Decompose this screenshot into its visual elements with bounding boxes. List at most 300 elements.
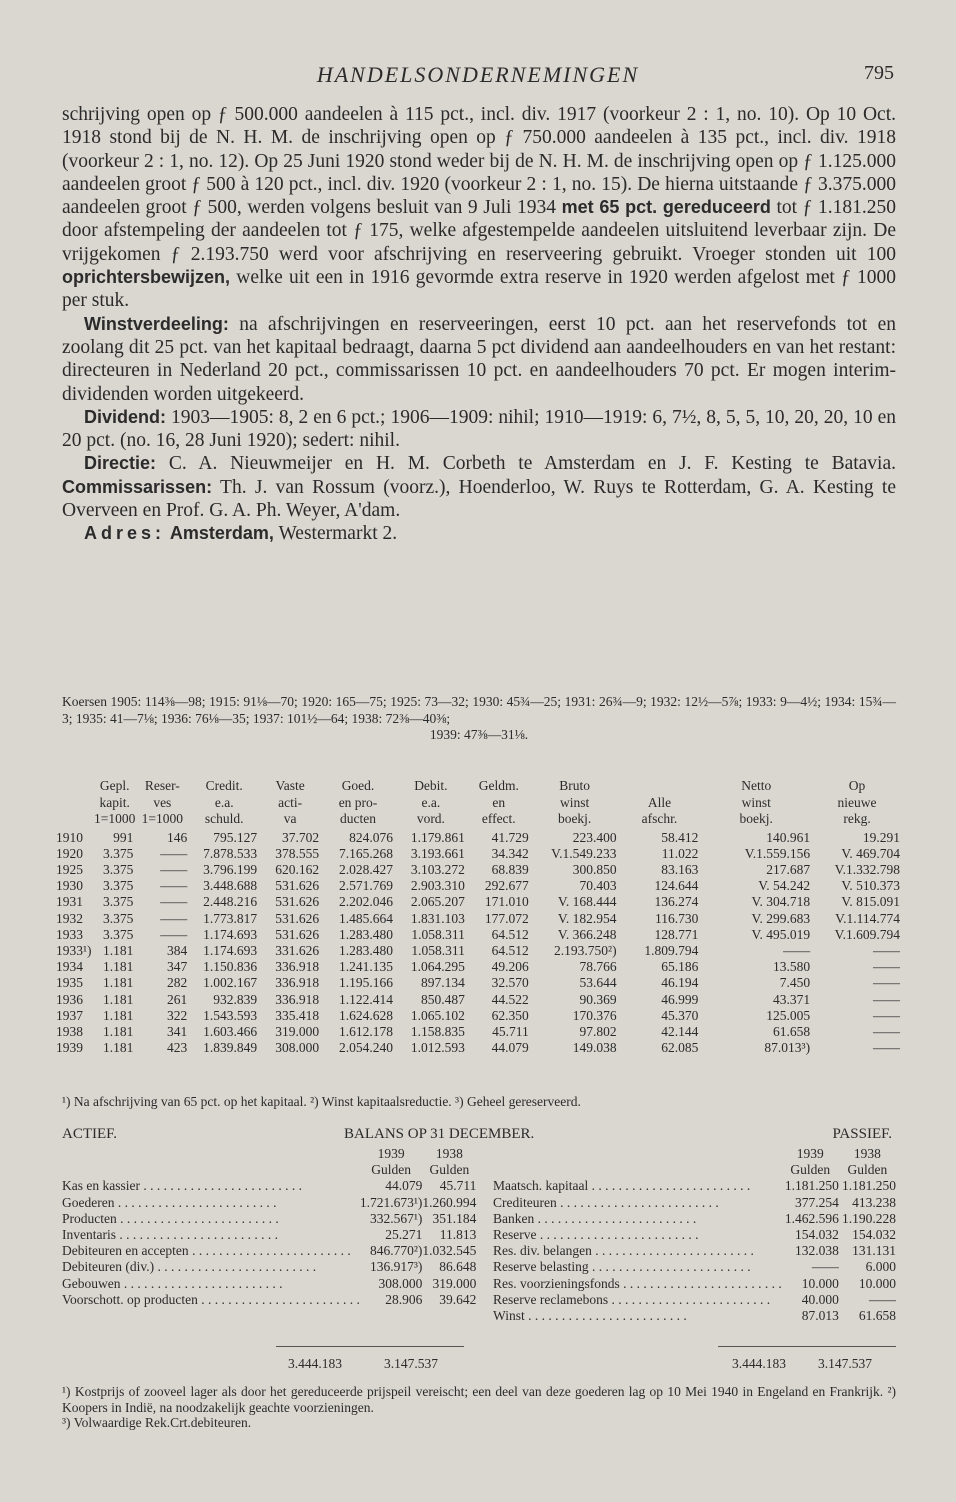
history-header-line: schuld. bbox=[204, 811, 244, 826]
paragraph-shares bbox=[62, 103, 896, 313]
history-cell: 3.193.661 bbox=[410, 845, 465, 861]
history-cell: 3.796.199 bbox=[203, 861, 258, 877]
dot-leader: . . . . . . . . . . . . . . . . . . . . . . . . bbox=[114, 1194, 277, 1210]
history-cell: 531.626 bbox=[275, 910, 320, 926]
history-cell: 3.375 bbox=[102, 910, 134, 926]
actief-row bbox=[62, 1195, 476, 1211]
passief-value-v1938: 61.658 bbox=[858, 1308, 896, 1324]
history-cell: 146 bbox=[167, 829, 188, 845]
history-cell: 43.371 bbox=[772, 991, 811, 1007]
history-header-line: kapit. bbox=[99, 794, 130, 810]
history-header-line: Debit. bbox=[414, 778, 448, 793]
history-cell: 531.626 bbox=[275, 926, 320, 942]
history-cell: V. 182.954 bbox=[557, 910, 617, 926]
passief-value-v1938: 413.238 bbox=[852, 1194, 896, 1210]
history-cell: 308.000 bbox=[275, 1040, 320, 1056]
actief-total-1939: 3.444.183 bbox=[288, 1356, 342, 1371]
history-cell: 1.283.480 bbox=[338, 942, 393, 958]
history-cell: 46.999 bbox=[661, 991, 699, 1007]
history-year: 1939 bbox=[56, 1040, 83, 1056]
actief-label bbox=[62, 1227, 360, 1243]
actief-table bbox=[62, 1146, 476, 1308]
history-cell: 44.079 bbox=[491, 1040, 529, 1056]
history-cell: 65.186 bbox=[661, 959, 699, 975]
actief-label-text: Debiteuren en accepten bbox=[62, 1243, 189, 1259]
history-cell: 3.103.272 bbox=[410, 861, 465, 877]
passief-value-v1939: 132.038 bbox=[794, 1243, 839, 1259]
history-cell: 62.350 bbox=[491, 1007, 529, 1023]
share-prices-last: 1939: 47⅜—31⅛. bbox=[429, 727, 529, 742]
history-year: 1931 bbox=[56, 894, 83, 910]
history-cell: 824.076 bbox=[349, 829, 393, 845]
history-cell: 64.512 bbox=[491, 942, 529, 958]
history-cell: V. 304.718 bbox=[751, 894, 811, 910]
passief-total-rule bbox=[718, 1346, 896, 1347]
actief-label bbox=[62, 1195, 360, 1211]
actief-row bbox=[62, 1292, 476, 1308]
adres-city: Amsterdam, bbox=[169, 523, 274, 544]
history-cell: 32.570 bbox=[491, 975, 529, 991]
history-header-cell bbox=[321, 778, 395, 830]
history-cell: —— bbox=[160, 878, 188, 894]
dividend-label: Dividend: bbox=[84, 406, 167, 427]
passief-title: PASSIEF. bbox=[832, 1126, 892, 1142]
history-cell: 1.773.817 bbox=[203, 910, 258, 926]
history-header-line: Op bbox=[848, 778, 866, 793]
passief-unit-row bbox=[493, 1162, 896, 1178]
history-cell: 2.028.427 bbox=[338, 861, 393, 877]
directie-label: Directie: bbox=[84, 453, 157, 474]
history-cell: 336.918 bbox=[275, 959, 320, 975]
passief-label bbox=[493, 1211, 782, 1227]
history-header-cell bbox=[619, 778, 701, 830]
passief-value-v1939: —— bbox=[811, 1259, 839, 1275]
history-cell: V. 510.373 bbox=[841, 878, 900, 894]
history-row bbox=[56, 992, 902, 1008]
history-cell: 336.918 bbox=[275, 975, 320, 991]
dividend-text: 1903—1905: 8, 2 en 6 pct.; 1906—1909: nihil; 1910—1919: 6, 7½, 8, 5, 5, 10, 20, 20, 10 en 20 pct. (no. 16, 28 Juni 1920); sedert: nihil. bbox=[62, 406, 896, 452]
history-cell: 378.555 bbox=[275, 845, 320, 861]
history-cell: V. 366.248 bbox=[557, 926, 617, 942]
history-cell: 282 bbox=[167, 975, 188, 991]
history-cell: —— bbox=[873, 1040, 900, 1056]
passief-label-text: Banken bbox=[493, 1210, 535, 1226]
history-cell: 1.174.693 bbox=[203, 926, 258, 942]
history-cell: 1.195.166 bbox=[338, 975, 393, 991]
history-cell: 7.878.533 bbox=[203, 845, 258, 861]
history-cell: V. 469.704 bbox=[841, 845, 900, 861]
balance-note-1: ¹) Kostprijs of zooveel lager als door het gereduceerde prijspeil vereischt; een deel van deze goederen lag op 10 Mei 1940 in Engeland en Frankrijk. ²) Koopers in Indië, na noodzakelijk geachte voorzieningen. bbox=[62, 1384, 896, 1415]
history-cell: 300.850 bbox=[572, 861, 617, 877]
dot-leader: . . . . . . . . . . . . . . . . . . . . . . . . bbox=[536, 1227, 699, 1243]
history-cell: 531.626 bbox=[275, 894, 320, 910]
history-cell: —— bbox=[873, 991, 900, 1007]
passief-value-v1939: 40.000 bbox=[801, 1291, 839, 1307]
passief-year-1939: 1939 bbox=[796, 1146, 824, 1161]
passief-value-v1938: 154.032 bbox=[852, 1227, 896, 1243]
actief-label-text: Kas en kassier bbox=[62, 1178, 140, 1194]
dot-leader: . . . . . . . . . . . . . . . . . . . . . . . . bbox=[188, 1243, 351, 1259]
history-header-line: Credit. bbox=[205, 778, 243, 793]
actief-value-v1939: 1.721.673¹) bbox=[359, 1194, 423, 1210]
actief-value-v1938: 1.260.994 bbox=[422, 1194, 477, 1210]
passief-value-v1939: 377.254 bbox=[794, 1194, 839, 1210]
passief-value-v1939: 87.013 bbox=[801, 1308, 839, 1324]
history-header-cell bbox=[395, 778, 467, 830]
history-header-line: boekj. bbox=[739, 811, 773, 826]
actief-value-v1939: 28.906 bbox=[385, 1291, 423, 1307]
passief-value-v1938: 6.000 bbox=[865, 1259, 896, 1275]
passief-label-text: Reserve reclamebons bbox=[493, 1291, 609, 1307]
passief-row bbox=[493, 1308, 896, 1324]
share-prices-text: Koersen 1905: 114⅜—98; 1915: 91⅛—70; 1920: 165—75; 1925: 73—32; 1930: 45¾—25; 1931: 26¾—9; 1932: 12½—5⅞; 1933: 9—4½; 1934: 15¾—3; 1935: 41—7⅛; 1936: 76⅛—35; 1937: 101½—64; 1938: 72⅜—40⅜; bbox=[62, 694, 896, 726]
history-cell: 217.687 bbox=[766, 861, 811, 877]
passief-unit-1938: Gulden bbox=[847, 1162, 888, 1178]
history-header-line: winst bbox=[560, 794, 590, 810]
history-cell: 1.283.480 bbox=[338, 926, 393, 942]
actief-unit-row bbox=[62, 1162, 476, 1178]
history-cell: —— bbox=[160, 861, 188, 877]
history-cell: 1.012.593 bbox=[410, 1040, 465, 1056]
history-cell: 3.375 bbox=[102, 894, 134, 910]
history-header-line: 1=1000 bbox=[93, 811, 136, 826]
passief-row bbox=[493, 1292, 896, 1308]
history-cell: 83.163 bbox=[661, 861, 699, 877]
history-cell: 2.571.769 bbox=[338, 878, 393, 894]
commissarissen-text: Th. J. van Rossum (voorz.), Hoenderloo, W. Ruys te Rotterdam, G. A. Kesting te Overveen en Prof. G. A. Ph. Weyer, A'dam. bbox=[62, 476, 896, 522]
directie-text: C. A. Nieuwmeijer en H. M. Corbeth te Amsterdam en J. F. Kesting te Batavia. bbox=[168, 453, 897, 475]
history-header-line: Goed. bbox=[341, 778, 375, 793]
history-cell: 3.448.688 bbox=[203, 878, 258, 894]
history-cell: 41.729 bbox=[491, 829, 529, 845]
history-cell: 1.181 bbox=[102, 959, 134, 975]
actief-label-text: Voorschott. op producten bbox=[62, 1291, 198, 1307]
history-footnote: ¹) Na afschrijving van 65 pct. op het kapitaal. ²) Winst kapitaalsreductie. ³) Geheel gereserveerd. bbox=[62, 1094, 581, 1109]
adres-label: Adres: bbox=[84, 523, 166, 544]
winst-label: Winstverdeeling: bbox=[84, 313, 229, 334]
history-row bbox=[56, 943, 902, 959]
history-header-cell bbox=[135, 778, 189, 830]
history-header-cell bbox=[189, 778, 259, 830]
history-cell: 170.376 bbox=[572, 1007, 617, 1023]
history-cell: 11.022 bbox=[661, 845, 699, 861]
history-cell: 177.072 bbox=[484, 910, 529, 926]
adres-text: Westermarkt 2. bbox=[278, 523, 398, 545]
history-cell: 125.005 bbox=[766, 1007, 811, 1023]
history-cell: 850.487 bbox=[420, 991, 465, 1007]
history-cell: —— bbox=[160, 910, 188, 926]
paragraph-adres bbox=[62, 522, 896, 545]
history-cell: 1.150.836 bbox=[203, 959, 258, 975]
history-cell: —— bbox=[160, 926, 188, 942]
history-cell: 341 bbox=[167, 1023, 188, 1039]
paragraph-winstverdeeling bbox=[62, 313, 896, 406]
passief-value-v1938: 10.000 bbox=[858, 1275, 896, 1291]
actief-label-text: Debiteuren (div.) bbox=[62, 1259, 155, 1275]
passief-row bbox=[493, 1211, 896, 1227]
history-cell: 292.677 bbox=[484, 878, 529, 894]
history-header-line: nieuwe bbox=[837, 794, 877, 810]
passief-label bbox=[493, 1259, 782, 1275]
passief-label-text: Res. div. belangen bbox=[493, 1243, 592, 1259]
passief-row bbox=[493, 1276, 896, 1292]
history-cell: V.1.559.156 bbox=[744, 845, 811, 861]
actief-unit-1939: Gulden bbox=[371, 1162, 411, 1178]
dot-leader: . . . . . . . . . . . . . . . . . . . . . . . . bbox=[116, 1210, 279, 1226]
history-row bbox=[56, 959, 902, 975]
history-cell: 62.085 bbox=[661, 1040, 699, 1056]
actief-total-rule bbox=[276, 1346, 464, 1347]
dot-leader: . . . . . . . . . . . . . . . . . . . . . . . . bbox=[588, 1178, 751, 1194]
history-row bbox=[56, 975, 902, 991]
founders-emphasis: oprichtersbewijzen, bbox=[62, 267, 231, 288]
history-row bbox=[56, 1040, 902, 1056]
history-cell: V. 168.444 bbox=[557, 894, 617, 910]
actief-year-row bbox=[62, 1146, 476, 1162]
passief-label bbox=[493, 1178, 782, 1194]
history-header-line: Reser- bbox=[144, 778, 180, 793]
history-cell: 2.193.750²) bbox=[554, 942, 617, 958]
balance-header bbox=[62, 1126, 896, 1146]
history-cell: 1.174.693 bbox=[203, 942, 258, 958]
history-cell: 1.809.794 bbox=[644, 942, 699, 958]
actief-label bbox=[62, 1243, 360, 1259]
history-year: 1935 bbox=[56, 975, 83, 991]
history-cell: 897.134 bbox=[420, 975, 465, 991]
actief-value-v1938: 319.000 bbox=[432, 1275, 477, 1291]
history-cell: 70.403 bbox=[579, 878, 617, 894]
actief-value-v1939: 308.000 bbox=[378, 1275, 423, 1291]
page-number: 795 bbox=[864, 62, 894, 84]
history-year: 1910 bbox=[56, 829, 83, 845]
passief-value-v1938: 131.131 bbox=[852, 1243, 896, 1259]
history-cell: 34.342 bbox=[491, 845, 529, 861]
actief-unit-1938: Gulden bbox=[429, 1162, 470, 1178]
history-cell: 90.369 bbox=[579, 991, 617, 1007]
dot-leader: . . . . . . . . . . . . . . . . . . . . . . . . bbox=[524, 1308, 687, 1324]
history-cell: 3.375 bbox=[102, 926, 134, 942]
history-cell: 1.612.178 bbox=[338, 1023, 393, 1039]
history-header-line: 1=1000 bbox=[141, 811, 183, 826]
actief-label-text: Inventaris bbox=[62, 1227, 116, 1243]
history-header-line: afschr. bbox=[641, 811, 678, 826]
history-cell: 620.162 bbox=[275, 861, 320, 877]
history-cell: 1.181 bbox=[102, 991, 134, 1007]
history-header-line: vord. bbox=[416, 811, 445, 826]
history-year: 1934 bbox=[56, 959, 83, 975]
history-cell: 3.375 bbox=[102, 861, 134, 877]
history-header-line: Vaste bbox=[275, 778, 305, 793]
history-cell: V. 495.019 bbox=[751, 926, 811, 942]
history-header-line: e.a. bbox=[421, 794, 441, 810]
actief-value-v1938: 45.711 bbox=[439, 1178, 477, 1194]
actief-year-1938: 1938 bbox=[435, 1146, 463, 1161]
passief-row bbox=[493, 1178, 896, 1194]
dot-leader: . . . . . . . . . . . . . . . . . . . . . . . . bbox=[197, 1291, 360, 1307]
history-year: 1933 bbox=[56, 926, 83, 942]
actief-label-text: Gebouwen bbox=[62, 1275, 121, 1291]
history-header-line: rekg. bbox=[843, 811, 871, 826]
history-year: 1925 bbox=[56, 861, 83, 877]
history-header-line: Alle bbox=[647, 794, 672, 810]
history-row bbox=[56, 927, 902, 943]
actief-row bbox=[62, 1276, 476, 1292]
history-header-line: acti- bbox=[278, 794, 303, 810]
running-head bbox=[62, 62, 894, 94]
history-cell: 49.206 bbox=[491, 959, 529, 975]
actief-value-v1939: 136.917³) bbox=[369, 1259, 423, 1275]
history-cell: 1.065.102 bbox=[410, 1007, 465, 1023]
history-cell: —— bbox=[873, 942, 900, 958]
history-header-cell bbox=[700, 778, 812, 830]
history-header-cell bbox=[56, 778, 94, 830]
history-cell: 1.158.835 bbox=[410, 1023, 465, 1039]
history-header-line: Geldm. bbox=[478, 778, 519, 793]
passief-total-1938: 3.147.537 bbox=[818, 1356, 872, 1371]
history-table bbox=[56, 778, 902, 1056]
history-cell: 37.702 bbox=[281, 829, 320, 845]
actief-row bbox=[62, 1178, 476, 1194]
history-cell: 1.058.311 bbox=[411, 926, 465, 942]
history-cell: V. 299.683 bbox=[751, 910, 811, 926]
history-cell: 423 bbox=[167, 1040, 188, 1056]
passief-year-row bbox=[493, 1146, 896, 1162]
history-cell: 116.730 bbox=[655, 910, 699, 926]
passief-label-text: Maatsch. kapitaal bbox=[493, 1178, 589, 1194]
passief-value-v1939: 10.000 bbox=[801, 1275, 839, 1291]
history-cell: 1.181 bbox=[102, 1040, 134, 1056]
dot-leader: . . . . . . . . . . . . . . . . . . . . . . . . bbox=[556, 1194, 719, 1210]
history-cell: 46.194 bbox=[661, 975, 699, 991]
history-header-line: e.a. bbox=[214, 794, 234, 810]
history-row bbox=[56, 862, 902, 878]
history-cell: 2.903.310 bbox=[410, 878, 465, 894]
history-year: 1930 bbox=[56, 878, 83, 894]
history-cell: —— bbox=[873, 1023, 900, 1039]
history-cell: 128.771 bbox=[654, 926, 699, 942]
passief-label bbox=[493, 1227, 782, 1243]
history-cell: V. 54.242 bbox=[758, 878, 811, 894]
history-cell: 1.181 bbox=[102, 975, 134, 991]
history-cell: 136.274 bbox=[654, 894, 699, 910]
paragraph-directie bbox=[62, 452, 896, 522]
actief-row bbox=[62, 1211, 476, 1227]
passief-year-1938: 1938 bbox=[853, 1146, 881, 1161]
history-cell: 2.054.240 bbox=[338, 1040, 393, 1056]
history-cell: 1.543.593 bbox=[203, 1007, 258, 1023]
actief-label bbox=[62, 1276, 360, 1292]
history-cell: 322 bbox=[167, 1007, 188, 1023]
share-prices bbox=[62, 694, 896, 744]
history-header-line: va bbox=[283, 811, 297, 826]
history-cell: 1.181 bbox=[102, 1023, 134, 1039]
history-cell: 1.485.664 bbox=[338, 910, 393, 926]
actief-label-text: Producten bbox=[62, 1210, 117, 1226]
history-cell: 336.918 bbox=[275, 991, 320, 1007]
history-header-line: Bruto bbox=[559, 778, 591, 793]
history-cell: 384 bbox=[167, 942, 188, 958]
passief-row bbox=[493, 1243, 896, 1259]
history-cell: 1.831.103 bbox=[410, 910, 465, 926]
history-year: 1938 bbox=[56, 1023, 83, 1039]
passief-total-1939: 3.444.183 bbox=[732, 1356, 786, 1371]
passief-value-v1938: 1.181.250 bbox=[842, 1178, 896, 1194]
history-cell: 61.658 bbox=[772, 1023, 811, 1039]
reduction-emphasis: met 65 pct. gereduceerd bbox=[561, 197, 771, 218]
passief-label bbox=[493, 1243, 782, 1259]
history-cell: 149.038 bbox=[572, 1040, 617, 1056]
history-cell: 97.802 bbox=[579, 1023, 617, 1039]
history-cell: 7.165.268 bbox=[338, 845, 393, 861]
history-year: 1920 bbox=[56, 845, 83, 861]
history-cell: 1.179.861 bbox=[410, 829, 465, 845]
dot-leader: . . . . . . . . . . . . . . . . . . . . . . . . bbox=[591, 1243, 754, 1259]
history-cell: 347 bbox=[167, 959, 188, 975]
history-cell: 932.839 bbox=[213, 991, 258, 1007]
history-cell: —— bbox=[873, 975, 900, 991]
dot-leader: . . . . . . . . . . . . . . . . . . . . . . . . bbox=[154, 1259, 317, 1275]
history-header-cell bbox=[467, 778, 531, 830]
history-header-line: en pro- bbox=[338, 794, 378, 810]
history-cell: 1.603.466 bbox=[203, 1023, 258, 1039]
passief-label bbox=[493, 1292, 782, 1308]
history-cell: 68.839 bbox=[491, 861, 529, 877]
history-header-line: boekj. bbox=[557, 811, 592, 826]
history-year: 1932 bbox=[56, 910, 83, 926]
section-title: HANDELSONDERNEMINGEN bbox=[316, 62, 640, 87]
actief-value-v1938: 39.642 bbox=[439, 1291, 477, 1307]
passief-label bbox=[493, 1195, 782, 1211]
history-cell: 2.448.216 bbox=[203, 894, 258, 910]
history-cell: 45.370 bbox=[661, 1007, 699, 1023]
actief-value-v1938: 1.032.545 bbox=[422, 1243, 477, 1259]
history-cell: 1.181 bbox=[102, 942, 134, 958]
history-cell: 261 bbox=[167, 991, 188, 1007]
actief-value-v1939: 25.271 bbox=[385, 1227, 423, 1243]
history-header-cell bbox=[531, 778, 619, 830]
passief-value-v1939: 1.462.596 bbox=[784, 1210, 839, 1226]
history-header-row bbox=[56, 778, 902, 830]
history-row bbox=[56, 911, 902, 927]
history-cell: 53.644 bbox=[579, 975, 617, 991]
history-cell: V.1.332.798 bbox=[834, 861, 900, 877]
actief-label bbox=[62, 1211, 360, 1227]
history-cell: V.1.549.233 bbox=[551, 845, 617, 861]
dot-leader: . . . . . . . . . . . . . . . . . . . . . . . . bbox=[619, 1275, 782, 1291]
history-year: 1933¹) bbox=[56, 942, 92, 958]
history-cell: 87.013³) bbox=[764, 1040, 811, 1056]
history-row bbox=[56, 830, 902, 846]
balance-title: BALANS OP 31 DECEMBER. bbox=[344, 1126, 535, 1142]
actief-label bbox=[62, 1178, 360, 1194]
dot-leader: . . . . . . . . . . . . . . . . . . . . . . . . bbox=[588, 1259, 751, 1275]
actief-value-v1939: 846.770²) bbox=[369, 1243, 423, 1259]
history-cell: 3.375 bbox=[102, 845, 134, 861]
history-cell: 44.522 bbox=[491, 991, 529, 1007]
history-cell: 140.961 bbox=[766, 829, 811, 845]
history-cell: 2.202.046 bbox=[338, 894, 393, 910]
history-cell: 1.624.628 bbox=[338, 1007, 393, 1023]
history-header-line: effect. bbox=[481, 811, 516, 826]
history-cell: 795.127 bbox=[213, 829, 258, 845]
dot-leader: . . . . . . . . . . . . . . . . . . . . . . . . bbox=[608, 1291, 771, 1307]
balance-note-2: ³) Volwaardige Rek.Crt.debiteuren. bbox=[62, 1415, 252, 1430]
passief-unit-1939: Gulden bbox=[790, 1162, 831, 1178]
paragraph-dividend bbox=[62, 406, 896, 453]
history-cell: V. 815.091 bbox=[841, 894, 900, 910]
shares-text-3: welke uit een in 1916 gevormde extra reserve in 1920 werden afgelost met ƒ 1000 per stuk. bbox=[62, 267, 897, 312]
actief-label bbox=[62, 1292, 360, 1308]
